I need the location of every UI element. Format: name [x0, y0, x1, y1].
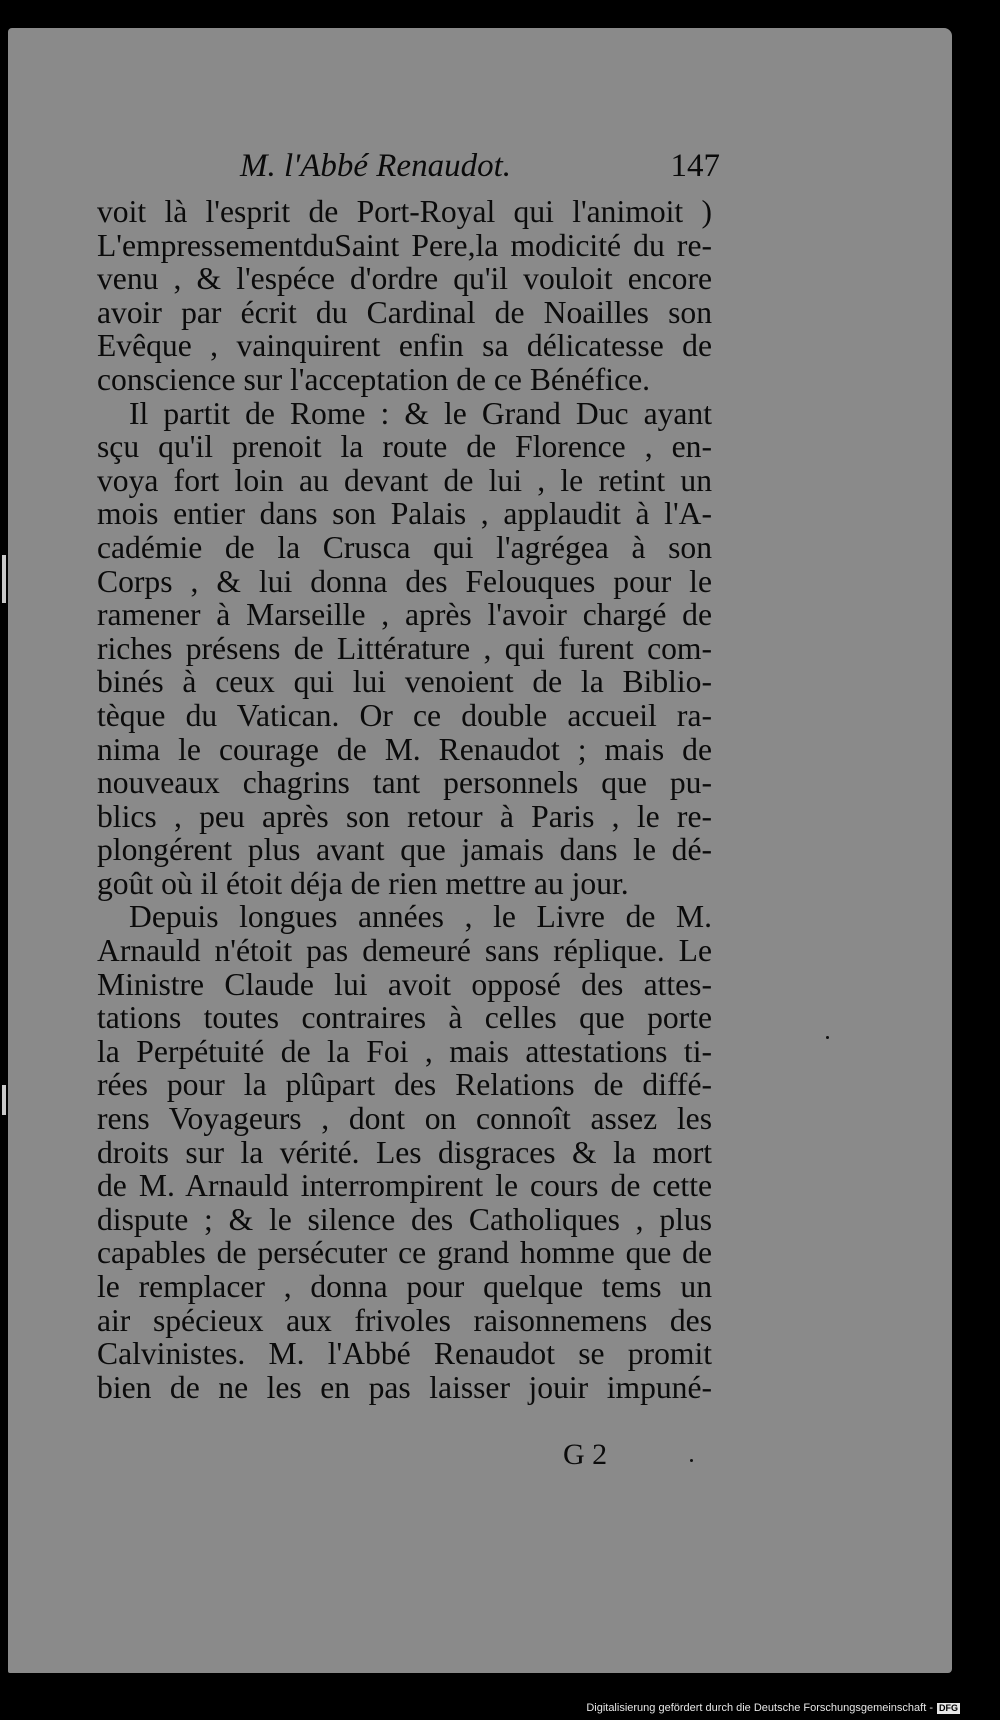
- text-line: plongérent plus avant que jamais dans le dé-: [97, 832, 712, 868]
- text-line: air spécieux aux frivoles raisonnemens des: [97, 1302, 712, 1338]
- text-line: avoir par écrit du Cardinal de Noailles son: [97, 294, 712, 330]
- body-text: [97, 195, 712, 1404]
- text-line: Arnauld n'étoit pas demeuré sans réplique. Le: [97, 933, 712, 969]
- text-line: blics , peu après son retour à Paris , le re-: [97, 798, 712, 834]
- text-line: dispute ; & le silence des Catholiques , plus: [97, 1201, 712, 1237]
- signature-mark: G 2: [563, 1438, 608, 1471]
- text-line: goût où il étoit déja de rien mettre au jour.: [97, 865, 629, 901]
- text-line: rens Voyageurs , dont on connoît assez les: [97, 1101, 712, 1137]
- text-line: L'empressementduSaint Pere,la modicité du re-: [97, 227, 712, 263]
- text-line: cadémie de la Crusca qui l'agrégea à son: [97, 529, 712, 565]
- scan-speck: [826, 1036, 829, 1039]
- scan-edge-mark: [2, 555, 6, 603]
- text-line: de M. Arnauld interrompirent le cours de cette: [97, 1168, 712, 1204]
- text-line: conscience sur l'acceptation de ce Bénéfice.: [97, 361, 651, 397]
- text-line: droits sur la vérité. Les disgraces & la mort: [97, 1134, 712, 1170]
- page-header: [240, 148, 720, 194]
- dfg-logo: DFG: [939, 1702, 958, 1713]
- text-line: Evêque , vainquirent enfin sa délicatesse de: [97, 328, 712, 364]
- scan-speck: [690, 1459, 693, 1462]
- text-line: riches présens de Littérature , qui furent com-: [97, 630, 712, 666]
- credit-text: Digitalisierung gefördert durch die Deutsche Forschungsgemeinschaft -: [586, 1702, 933, 1714]
- text-line: ramener à Marseille , après l'avoir chargé de: [97, 597, 712, 633]
- text-line: venu , & l'espéce d'ordre qu'il vouloit encore: [97, 261, 712, 297]
- text-line: binés à ceux qui lui venoient de la Biblio-: [97, 664, 712, 700]
- text-line: bien de ne les en pas laisser jouir impuné-: [97, 1369, 712, 1405]
- running-head: M. l'Abbé Renaudot.: [240, 148, 511, 184]
- text-line: Ministre Claude lui avoit opposé des attes-: [97, 966, 712, 1002]
- digitization-credit: [586, 1702, 960, 1714]
- text-line: tèque du Vatican. Or ce double accueil ra-: [97, 697, 712, 733]
- text-line: Calvinistes. M. l'Abbé Renaudot se promit: [97, 1336, 712, 1372]
- text-line: voya fort loin au devant de lui , le retint un: [97, 462, 712, 498]
- text-line: nima le courage de M. Renaudot ; mais de: [97, 731, 712, 767]
- text-line: voit là l'esprit de Port-Royal qui l'animoit ): [97, 194, 712, 229]
- page-number: 147: [670, 148, 720, 184]
- text-line: mois entier dans son Palais , applaudit à l'A-: [97, 496, 712, 532]
- text-line: tations toutes contraires à celles que porte: [97, 1000, 712, 1036]
- scan-edge-mark: [2, 1085, 6, 1115]
- text-line: sçu qu'il prenoit la route de Florence , en-: [97, 429, 712, 465]
- text-line: Il partit de Rome : & le Grand Duc ayant: [129, 395, 712, 431]
- text-line: Corps , & lui donna des Felouques pour le: [97, 563, 712, 599]
- text-line: Depuis longues années , le Livre de M.: [129, 899, 712, 935]
- text-line: le remplacer , donna pour quelque tems un: [97, 1269, 712, 1304]
- text-line: rées pour la plûpart des Relations de diffé-: [97, 1067, 712, 1103]
- text-line: nouveaux chagrins tant personnels que pu-: [97, 765, 712, 801]
- text-line: capables de persécuter ce grand homme que de: [97, 1235, 712, 1271]
- text-line: la Perpétuité de la Foi , mais attestations ti-: [97, 1033, 712, 1069]
